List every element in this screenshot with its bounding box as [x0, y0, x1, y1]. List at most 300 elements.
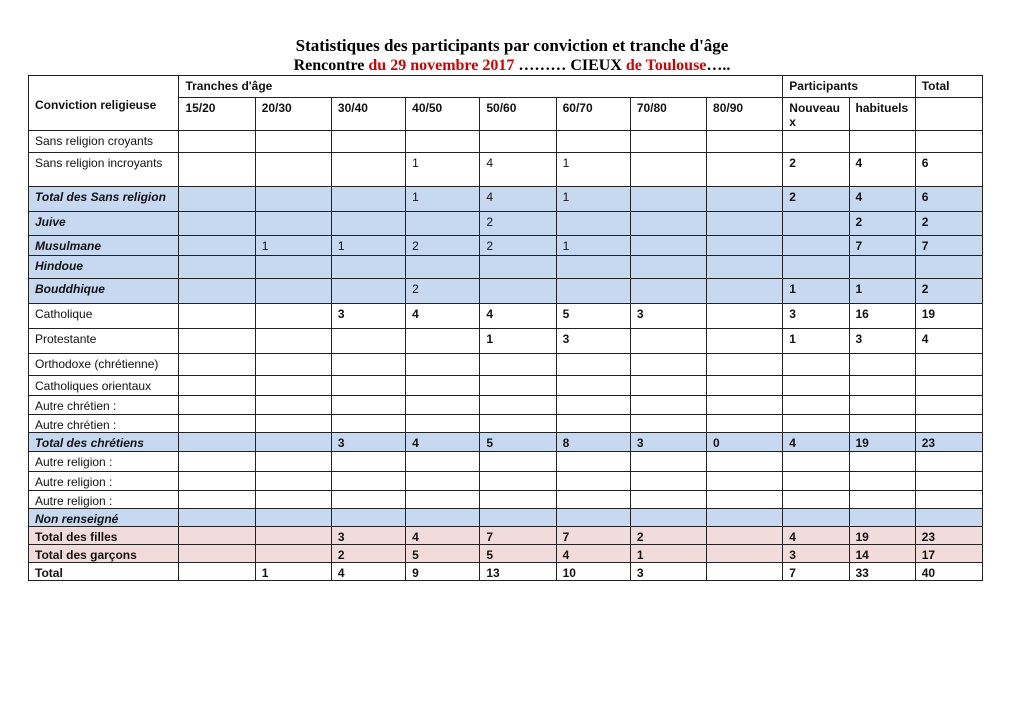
total-cell: 6 [915, 187, 982, 212]
total-cell [915, 256, 982, 279]
table-row [29, 187, 983, 212]
habituels-cell: 4 [849, 153, 915, 187]
meeting-place: de Toulouse [625, 57, 707, 74]
row-label: Autre chrétien : [29, 396, 179, 415]
age-cell [179, 563, 255, 581]
header-age: 40/50 [406, 98, 480, 131]
age-cell [630, 396, 706, 415]
header-age: 20/30 [255, 98, 331, 131]
age-cell [556, 472, 630, 491]
age-cell [255, 491, 331, 509]
total-cell: 7 [915, 236, 982, 256]
header-age: 15/20 [179, 98, 255, 131]
age-cell [331, 452, 405, 472]
age-cell [179, 415, 255, 433]
age-cell [255, 354, 331, 376]
habituels-cell [849, 415, 915, 433]
row-label: Catholiques orientaux [29, 376, 179, 396]
age-cell [179, 396, 255, 415]
age-cell [331, 491, 405, 509]
table-row [29, 354, 983, 376]
total-cell: 4 [915, 329, 982, 354]
age-cell [630, 329, 706, 354]
table-row [29, 212, 983, 236]
age-cell [556, 396, 630, 415]
age-cell: 2 [480, 212, 556, 236]
age-cell [480, 376, 556, 396]
age-cell: 1 [331, 236, 405, 256]
title-line-2 [0, 56, 1024, 75]
age-cell [406, 415, 480, 433]
age-cell: 5 [556, 304, 630, 329]
age-cell: 1 [556, 153, 630, 187]
habituels-cell: 1 [849, 279, 915, 304]
header-nouveaux-line-1: Nouveau [789, 101, 840, 115]
age-cell [255, 256, 331, 279]
meeting-date: du 29 novembre 2017 [368, 57, 515, 74]
nouveaux-cell [783, 509, 849, 527]
age-cell: 13 [480, 563, 556, 581]
row-label: Autre religion : [29, 452, 179, 472]
total-cell: 40 [915, 563, 982, 581]
age-cell [179, 354, 255, 376]
age-cell: 8 [556, 433, 630, 452]
age-cell [255, 131, 331, 153]
age-cell: 1 [630, 545, 706, 563]
habituels-cell: 16 [849, 304, 915, 329]
nouveaux-cell: 3 [783, 304, 849, 329]
age-cell [406, 396, 480, 415]
age-cell: 2 [406, 236, 480, 256]
header-tranches: Tranches d'âge [179, 76, 783, 98]
header-empty [915, 98, 982, 131]
title-suffix: ….. [706, 57, 731, 74]
age-cell [179, 153, 255, 187]
age-cell: 3 [556, 329, 630, 354]
row-label: Orthodoxe (chrétienne) [29, 354, 179, 376]
header-conviction: Conviction religieuse [29, 76, 179, 131]
total-cell [915, 131, 982, 153]
age-cell: 9 [406, 563, 480, 581]
age-cell [556, 415, 630, 433]
row-label: Autre religion : [29, 491, 179, 509]
header-age: 60/70 [556, 98, 630, 131]
age-cell: 0 [707, 433, 783, 452]
age-cell [707, 131, 783, 153]
age-cell [707, 304, 783, 329]
age-cell [556, 131, 630, 153]
age-cell [179, 491, 255, 509]
age-cell [556, 212, 630, 236]
header-age: 70/80 [630, 98, 706, 131]
document-title [0, 36, 1024, 75]
total-cell: 23 [915, 527, 982, 545]
age-cell [179, 452, 255, 472]
age-cell: 1 [480, 329, 556, 354]
age-cell: 3 [331, 527, 405, 545]
age-cell [480, 415, 556, 433]
table-row [29, 527, 983, 545]
age-cell: 2 [331, 545, 405, 563]
header-habituels: habituels [849, 98, 915, 131]
age-cell [255, 545, 331, 563]
age-cell [707, 509, 783, 527]
age-cell [630, 212, 706, 236]
row-label: Total [29, 563, 179, 581]
age-cell [707, 256, 783, 279]
age-cell [331, 472, 405, 491]
age-cell: 4 [406, 304, 480, 329]
title-prefix: Rencontre [293, 57, 369, 74]
statistics-table [28, 75, 983, 581]
age-cell: 4 [480, 153, 556, 187]
nouveaux-cell: 4 [783, 433, 849, 452]
age-cell [255, 433, 331, 452]
nouveaux-cell: 1 [783, 279, 849, 304]
age-cell [255, 212, 331, 236]
age-cell [707, 212, 783, 236]
age-cell [556, 491, 630, 509]
age-cell [630, 472, 706, 491]
age-cell [255, 415, 331, 433]
age-cell: 4 [480, 187, 556, 212]
age-cell [255, 329, 331, 354]
age-cell [707, 491, 783, 509]
age-cell [331, 279, 405, 304]
age-cell [179, 527, 255, 545]
habituels-cell: 2 [849, 212, 915, 236]
age-cell [707, 545, 783, 563]
header-age: 80/90 [707, 98, 783, 131]
age-cell [556, 354, 630, 376]
row-label: Autre chrétien : [29, 415, 179, 433]
total-cell [915, 354, 982, 376]
row-label: Protestante [29, 329, 179, 354]
age-cell [406, 376, 480, 396]
age-cell [630, 452, 706, 472]
table-row [29, 236, 983, 256]
table-row [29, 131, 983, 153]
age-cell [707, 472, 783, 491]
age-cell: 1 [556, 236, 630, 256]
row-label: Catholique [29, 304, 179, 329]
age-cell [480, 396, 556, 415]
age-cell [406, 329, 480, 354]
age-cell: 7 [480, 527, 556, 545]
age-cell [480, 509, 556, 527]
age-cell [255, 396, 331, 415]
total-cell [915, 491, 982, 509]
header-age: 50/60 [480, 98, 556, 131]
nouveaux-cell [783, 236, 849, 256]
row-label: Sans religion croyants [29, 131, 179, 153]
total-cell [915, 376, 982, 396]
age-cell [179, 509, 255, 527]
row-label: Sans religion incroyants [29, 153, 179, 187]
age-cell [630, 153, 706, 187]
age-cell [406, 354, 480, 376]
habituels-cell: 19 [849, 527, 915, 545]
table-row [29, 433, 983, 452]
age-cell [707, 452, 783, 472]
age-cell [707, 236, 783, 256]
table-row [29, 256, 983, 279]
age-cell: 2 [406, 279, 480, 304]
total-cell: 17 [915, 545, 982, 563]
age-cell [556, 509, 630, 527]
row-label: Total des filles [29, 527, 179, 545]
age-cell: 4 [406, 433, 480, 452]
age-cell [707, 415, 783, 433]
header-nouveaux-line-2: x [789, 115, 796, 129]
table-row [29, 329, 983, 354]
row-label: Total des chrétiens [29, 433, 179, 452]
row-label: Total des garçons [29, 545, 179, 563]
row-label: Non renseigné [29, 509, 179, 527]
total-cell [915, 509, 982, 527]
age-cell [406, 491, 480, 509]
age-cell: 10 [556, 563, 630, 581]
nouveaux-cell [783, 354, 849, 376]
total-cell [915, 472, 982, 491]
row-label: Total des Sans religion [29, 187, 179, 212]
age-cell [480, 279, 556, 304]
age-cell [179, 433, 255, 452]
age-cell [255, 509, 331, 527]
habituels-cell: 33 [849, 563, 915, 581]
header-age: 30/40 [331, 98, 405, 131]
age-cell [480, 256, 556, 279]
row-label: Hindoue [29, 256, 179, 279]
table-row [29, 452, 983, 472]
age-cell: 5 [480, 545, 556, 563]
habituels-cell: 14 [849, 545, 915, 563]
age-cell: 3 [331, 433, 405, 452]
age-cell [255, 304, 331, 329]
nouveaux-cell [783, 376, 849, 396]
header-nouveaux [783, 98, 849, 131]
nouveaux-cell [783, 131, 849, 153]
age-cell: 4 [556, 545, 630, 563]
age-cell [406, 212, 480, 236]
habituels-cell: 3 [849, 329, 915, 354]
age-cell [630, 509, 706, 527]
age-cell [255, 279, 331, 304]
habituels-cell [849, 396, 915, 415]
total-cell: 2 [915, 279, 982, 304]
nouveaux-cell: 2 [783, 187, 849, 212]
age-cell [707, 527, 783, 545]
age-cell [179, 256, 255, 279]
table-row [29, 415, 983, 433]
age-cell: 2 [630, 527, 706, 545]
age-cell [556, 279, 630, 304]
age-cell [406, 256, 480, 279]
habituels-cell: 7 [849, 236, 915, 256]
nouveaux-cell [783, 491, 849, 509]
total-cell [915, 396, 982, 415]
total-cell: 2 [915, 212, 982, 236]
table-row [29, 376, 983, 396]
age-cell [707, 279, 783, 304]
age-cell [255, 472, 331, 491]
habituels-cell [849, 509, 915, 527]
age-cell [179, 472, 255, 491]
age-cell [179, 131, 255, 153]
nouveaux-cell: 1 [783, 329, 849, 354]
habituels-cell [849, 491, 915, 509]
age-cell [331, 354, 405, 376]
age-cell [179, 236, 255, 256]
habituels-cell [849, 376, 915, 396]
age-cell [480, 452, 556, 472]
age-cell [255, 527, 331, 545]
age-cell: 1 [255, 563, 331, 581]
age-cell: 7 [556, 527, 630, 545]
age-cell [707, 563, 783, 581]
age-cell: 1 [406, 153, 480, 187]
age-cell [331, 376, 405, 396]
total-cell [915, 415, 982, 433]
nouveaux-cell: 4 [783, 527, 849, 545]
age-cell [331, 187, 405, 212]
table-row [29, 509, 983, 527]
row-label: Juive [29, 212, 179, 236]
habituels-cell [849, 452, 915, 472]
age-cell [179, 304, 255, 329]
age-cell [556, 452, 630, 472]
nouveaux-cell [783, 256, 849, 279]
age-cell: 4 [331, 563, 405, 581]
nouveaux-cell [783, 396, 849, 415]
age-cell [406, 452, 480, 472]
age-cell: 1 [556, 187, 630, 212]
age-cell: 4 [406, 527, 480, 545]
row-label: Bouddhique [29, 279, 179, 304]
age-cell [480, 491, 556, 509]
age-cell [331, 396, 405, 415]
age-cell [630, 279, 706, 304]
age-cell [630, 187, 706, 212]
age-cell [331, 415, 405, 433]
age-cell: 2 [480, 236, 556, 256]
age-cell [630, 376, 706, 396]
age-cell [331, 329, 405, 354]
age-cell [707, 153, 783, 187]
age-cell: 3 [630, 433, 706, 452]
age-cell [630, 415, 706, 433]
age-cell [255, 452, 331, 472]
age-cell [630, 256, 706, 279]
age-cell [179, 187, 255, 212]
title-line-1: Statistiques des participants par conviction et tranche d'âge [295, 36, 729, 55]
habituels-cell: 19 [849, 433, 915, 452]
age-cell [255, 153, 331, 187]
age-cell: 5 [480, 433, 556, 452]
age-cell [179, 329, 255, 354]
habituels-cell [849, 472, 915, 491]
total-cell: 23 [915, 433, 982, 452]
age-cell [556, 376, 630, 396]
age-cell: 1 [255, 236, 331, 256]
row-label: Musulmane [29, 236, 179, 256]
age-cell [707, 329, 783, 354]
age-cell [630, 236, 706, 256]
age-cell [331, 256, 405, 279]
age-cell [480, 354, 556, 376]
age-cell [480, 131, 556, 153]
age-cell: 1 [406, 187, 480, 212]
header-total: Total [915, 76, 982, 98]
table-row [29, 396, 983, 415]
age-cell: 3 [331, 304, 405, 329]
age-cell [331, 509, 405, 527]
total-cell [915, 452, 982, 472]
nouveaux-cell: 2 [783, 153, 849, 187]
age-cell [331, 212, 405, 236]
age-cell [480, 472, 556, 491]
habituels-cell [849, 256, 915, 279]
age-cell [406, 131, 480, 153]
age-cell [179, 212, 255, 236]
total-cell: 19 [915, 304, 982, 329]
nouveaux-cell [783, 415, 849, 433]
age-cell [331, 153, 405, 187]
age-cell [179, 545, 255, 563]
age-cell [707, 354, 783, 376]
table-row [29, 153, 983, 187]
table-row [29, 304, 983, 329]
header-row-1 [29, 76, 983, 98]
title-mid: ……… CIEUX [514, 57, 626, 74]
nouveaux-cell [783, 212, 849, 236]
table-row [29, 472, 983, 491]
age-cell [630, 131, 706, 153]
age-cell [255, 376, 331, 396]
total-cell: 6 [915, 153, 982, 187]
header-participants: Participants [783, 76, 915, 98]
table-row [29, 563, 983, 581]
age-cell [179, 279, 255, 304]
age-cell [707, 396, 783, 415]
age-cell [331, 131, 405, 153]
age-cell [707, 376, 783, 396]
table-row [29, 491, 983, 509]
table-row [29, 279, 983, 304]
nouveaux-cell: 7 [783, 563, 849, 581]
age-cell: 3 [630, 563, 706, 581]
age-cell [630, 491, 706, 509]
age-cell [255, 187, 331, 212]
table-row [29, 545, 983, 563]
row-label: Autre religion : [29, 472, 179, 491]
age-cell [630, 354, 706, 376]
age-cell [406, 472, 480, 491]
age-cell [707, 187, 783, 212]
age-cell: 3 [630, 304, 706, 329]
age-cell: 4 [480, 304, 556, 329]
nouveaux-cell: 3 [783, 545, 849, 563]
nouveaux-cell [783, 472, 849, 491]
age-cell [406, 509, 480, 527]
nouveaux-cell [783, 452, 849, 472]
age-cell: 5 [406, 545, 480, 563]
habituels-cell: 4 [849, 187, 915, 212]
habituels-cell [849, 131, 915, 153]
age-cell [556, 256, 630, 279]
habituels-cell [849, 354, 915, 376]
age-cell [179, 376, 255, 396]
